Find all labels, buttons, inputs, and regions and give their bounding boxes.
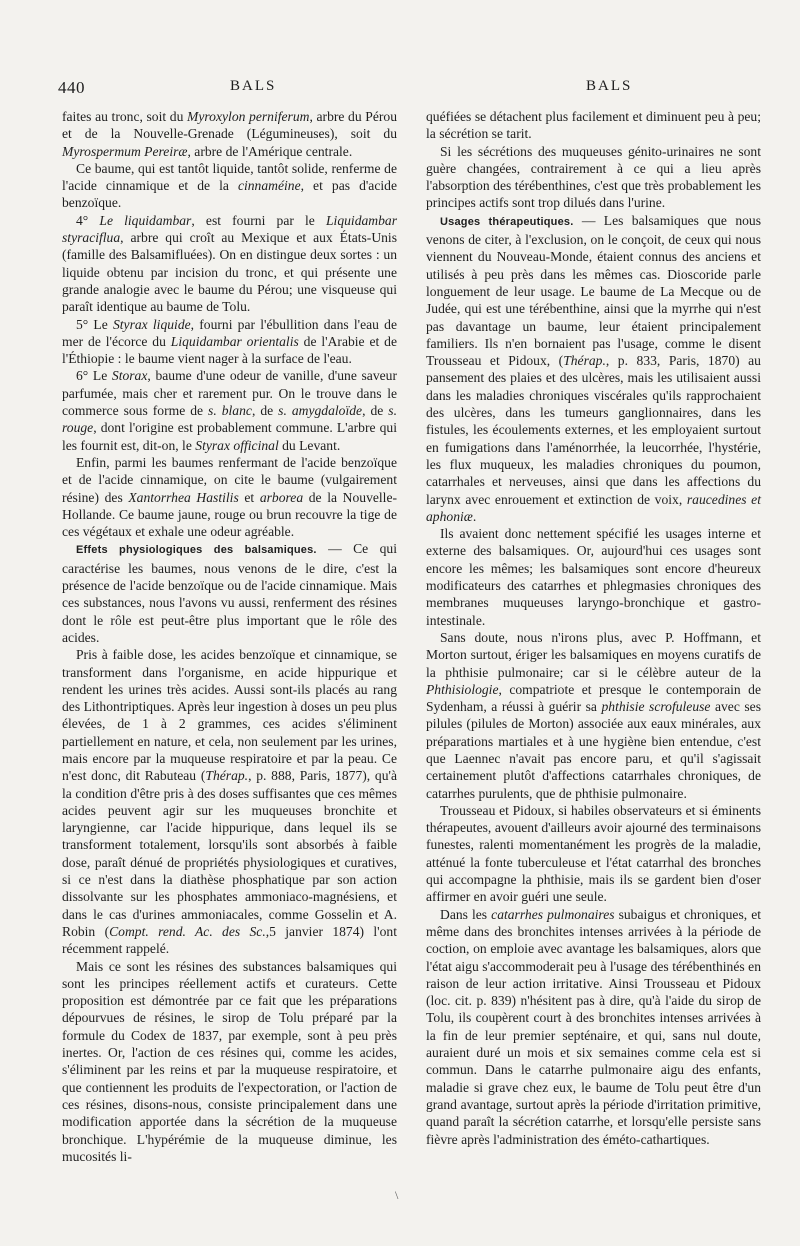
right-column (426, 108, 761, 1148)
paragraph: Ce baume, qui est tantôt liquide, tantôt solide, renferme de l'acide cinnamique et de la cinnaméine, et pas d'acide benzoïque. (62, 160, 397, 211)
paragraph: Pris à faible dose, les acides benzoïque et cinnamique, se transforment dans l'organisme, en acide hippurique et rendent les urines très acides. Aussi sont-ils placés au rang des Lithontriptiques. Après leur ingestion à doses un peu plus élevées, de 1 à 2 grammes, ces acides s'éliminent partiellement en nature, et cela, non seulement par les urines, mais encore par la muqueuse respiratoire et par la peau. Ce n'est donc, dit Rabuteau (Thérap., p. 888, Paris, 1877), qu'à la condition d'être pris à des doses suffisantes que ces mêmes acides peuvent agir sur les muqueuses bronchite et laryngienne, car l'acide hippurique, dans lequel ils se transforment totalement, lorsqu'ils sont absorbés à faible dose, paraît dénué de propriétés physiologiques et curatives, si ce n'est dans la diathèse phosphatique par son action dissolvante sur les phosphates ammoniaco-magnésiens, et dans le cas d'urines ammoniacales, comme Gosselin et A. Robin (Compt. rend. Ac. des Sc.,5 janvier 1874) l'ont récemment rappelé. (62, 647, 397, 957)
running-head-right: BALS (586, 78, 633, 94)
paragraph: Trousseau et Pidoux, si habiles observateurs et si éminents thérapeutes, avouent d'ailleurs avoir ajourné des terminaisons funestes, ralenti momentanément les progrès de la maladie, atténué la fonte tuberculeuse et l'état catarrhal des bronches qui accompagne la phthisie, mais ils se gardent bien d'oser affirmer en avoir guéri une seule. (426, 802, 761, 905)
paragraph: Dans les catarrhes pulmonaires subaigus et chroniques, et même dans des bronchites intenses arrivées à la période de coction, on emploie avec avantage les balsamiques, alors que l'état aigu s'accommoderait peu à l'usage des térébenthinés en raison de leur action irritative. Ainsi Trousseau et Pidoux (loc. cit. p. 839) n'hésitent pas à dire, qu'à l'aide du sirop de Tolu, ils coupèrent court à des bronchites intenses arrivées à la fin de leur premier septénaire, et qui, sans nul doute, auraient duré un mois et six semaines comme cela est si commun. Dans le catarrhe pulmonaire aigu des enfants, maladie si grave chez eux, le baume de Tolu peut être d'un grand avantage, surtout après la période d'irritation primitive, quand paraît la sécrétion catarrhe, et lorsqu'elle persiste sans fièvre après l'administration des éméto-cathartiques. (426, 906, 761, 1147)
paragraph: Si les sécrétions des muqueuses génito-urinaires ne sont guère changées, contrairement à ce qui a lieu après l'absorption des térébenthines, c'est que très probablement les principes actifs sont trop dilués dans l'urine. (426, 143, 761, 211)
paragraph: faites au tronc, soit du Myroxylon perniferum, arbre du Pérou et de la Nouvelle-Grenade (Légumineuses), soit du Myrospermum Pereiræ, arbre de l'Amérique centrale. (62, 109, 398, 159)
section-heading: Usages thérapeutiques. (440, 215, 574, 228)
paragraph: Sans doute, nous n'irons plus, avec P. Hoffmann, et Morton surtout, ériger les balsamiques en moyens curatifs de la phthisie pulmonaire; car si le célèbre auteur de la Phthisiologie, compatriote et presque le contemporain de Sydenham, a réussi à guérir sa phthisie scrofuleuse avec ses pilules (pilules de Morton) associée aux eaux minérales, aux préparations martiales et à une hygiène bien entendue, c'est que Laennec n'avait pas encore paru, et qu'il s'agissait certainement plutôt d'affections catarrhales chroniques, de catarrhes purulents, que de phthisie pulmonaire. (426, 629, 762, 801)
paragraph: 4° Le liquidambar, est fourni par le Liquidambar styraciflua, arbre qui croît au Mexique et aux États-Unis (famille des Balsamifluées). On en distingue deux sortes : un liquide obtenu par incision du tronc, et qui présente une grande analogie avec le baume du Pérou; une visqueuse qui paraît identique au baume de Tolu. (62, 212, 397, 315)
running-head-left: BALS (230, 78, 277, 94)
paragraph: quéfiées se détachent plus facilement et diminuent peu à peu; la sécrétion se tarit. (426, 109, 761, 142)
paragraph: Effets physiologiques des balsamiques. — Ce qui caractérise les baumes, nous venons de le dire, c'est la présence de l'acide benzoïque ou de l'acide cinnamique. Mais ces substances, nous l'avons vu aussi, renferment des résines dont le rôle est peut-être plus important que le rôle des acides. (62, 541, 398, 645)
section-heading: Effets physiologiques des balsamiques. (76, 544, 317, 557)
paragraph: Ils avaient donc nettement spécifié les usages interne et externe des balsamiques. Or, aujourd'hui ces usages sont encore les mêmes; les balsamiques sont encore d'heureux modificateurs des catarrhes et phlegmasies chroniques des membranes muqueuses laryngo-bronchique et gastro-intestinale. (426, 526, 761, 628)
paragraph: Mais ce sont les résines des substances balsamiques qui sont les principes réellement actifs et curateurs. Cette proposition est démontrée par ce fait que les préparations dépourvues de résines, le sirop de Tolu préparé par la formule du Codex de 1837, par exemple, sont à peu près inertes. Or, l'action de ces résines qui, comme les acides, s'éliminent par les reins et par la muqueuse respiratoire, et que contiennent les produits de l'expectoration, or l'action de ces résines, disons-nous, consiste principalement dans une modification apportée dans la sécrétion de la muqueuse bronchique. L'hypérémie de la muqueuse diminue, les mucosités li- (62, 958, 397, 1164)
page-mark: \ (395, 1188, 399, 1202)
paragraph: Usages thérapeutiques. — Les balsamiques que nous venons de citer, à l'exclusion, on le conçoit, de ceux qui nous viennent du Nouveau-Monde, étaient connus des anciens et utilisés à peu près dans les mêmes cas. Dioscoride parle longuement de leur usage. Le baume de La Mecque ou de Judée, qui est une térébenthine, ainsi que la myrrhe qui n'est pas davantage un baume, leur étaient principalement familiers. Ils n'en bornaient pas l'usage, comme le disent Trousseau et Pidoux, (Thérap., p. 833, Paris, 1870) au pansement des plaies et des ulcères, mais les utilisaient aussi dans les maladies chroniques viscérales qu'ils rapprochaient des ulcères, dans les tumeurs ganglionnaires, dans les fistules, les écoulements externes, et les employaient surtout en fumigations dans l'aménorrhée, la leucorrhée, l'hystérie, les flux muqueux, les maladies chroniques du poumon, catarrhales et nerveuses, ainsi que dans les affections du larynx avec enrouement et extinction de voix, raucedines et aphoniæ. (426, 212, 761, 524)
paragraph: 6° Le Storax, baume d'une odeur de vanille, d'une saveur parfumée, mais cher et rarement pur. On le trouve dans le commerce sous forme de s. blanc, de s. amygdaloïde, de s. rouge, dont l'origine est probablement commune. L'arbre qui les fournit est, dit-on, le Styrax officinal du Levant. (62, 368, 397, 453)
left-column (62, 108, 397, 1165)
page-header (58, 78, 748, 102)
paragraph: Enfin, parmi les baumes renfermant de l'acide benzoïque et de l'acide cinnamique, on cite le baume (vulgairement résine) des Xantorrhea Hastilis et arborea de la Nouvelle-Hollande. Ce baume jaune, rouge ou brun recouvre la tige de ces végétaux et exhale une odeur agréable. (62, 454, 398, 540)
page-number: 440 (58, 78, 85, 97)
paragraph: 5° Le Styrax liquide, fourni par l'ébullition dans l'eau de mer de l'écorce du Liquidambar orientalis de l'Arabie et de l'Éthiopie : le baume vient nager à la surface de l'eau. (62, 316, 397, 367)
